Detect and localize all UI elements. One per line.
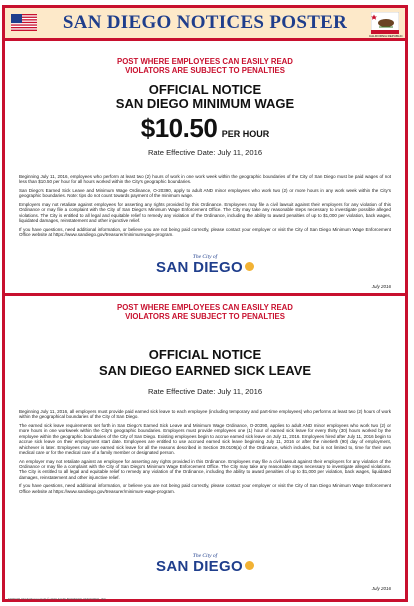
- notice-heading: OFFICIAL NOTICE: [148, 347, 262, 362]
- sun-icon: [245, 561, 254, 570]
- us-flag-icon: [11, 14, 37, 31]
- notice-body: [19, 409, 391, 497]
- poster-title: SAN DIEGO NOTICES POSTER: [62, 12, 348, 33]
- paragraph: Employers may not retaliate against employees for asserting any rights provided by this Ordinance. Employees may file a civil lawsuit against their employers for any violation of this Ordinance or may file a complaint with the City of San Diego's Minimum Wage Enforcement Office. The City may take any reasonable steps necessary to investigate possible alleged violations. The City is entitled to all legal and equitable relief to remedy any violation of the Ordinance, including the ability to award penalties of up to $1,000 per violation, back wages, liquidated damages, reinstatement and other injunctive relief.: [19, 202, 391, 224]
- paragraph: San Diego's Earned Sick Leave and Minimum Wage Ordinance, O-20390, apply to adult AND minor employees who work two (2) or more hours in any work week within the City's geographic boundaries. Note: tips do not count towards payment of the minimum wage.: [19, 188, 391, 199]
- wage-amount: $10.50: [140, 113, 218, 143]
- logo-wordmark-text: SAN DIEGO: [156, 259, 243, 276]
- paragraph: The earned sick leave requirements set forth in San Diego's Earned Sick Leave and Minimum Wage Ordinance, O-20390, applies to adult AND minor employees who work two (2) or more hours in one workweek within the City's geographic boundaries. Employers must provide employees one (1) hour of earned sick leave for every thirty (30) hours worked by the employee within the geographic boundaries of the City of San Diego. Existing employees begin to accrue earned sick leave on July 11, 2016. Employees hired after July 11, 2016 begin to accrue sick leave on their employment start date. Employees are entitled to use accrued earned sick leave beginning July 11, 2016 or after the ninetieth (90) day of employment, whichever is later. Employees may use earned sick leave for all the reasons described in Section 39.0106(a) of the Ordinance, which includes, but is not limited to, time for their own medical care or for the medical care of a family member or designated person.: [19, 423, 391, 456]
- paragraph: An employer may not retaliate against an employee for asserting any rights provided in this Ordinance. Employees may file a civil lawsuit against their employers for any violation of the Ordinance or may file a complaint with the City of San Diego's Minimum Wage Enforcement Office. The City may take any reasonable steps necessary to investigate alleged violations. The City is entitled to all legal and equitable relief to remedy any violation of the Ordinance, including the ability to award penalties of up to $1,000 per violation, back wages, liquidated damages, reinstatement and other injunctive relief.: [19, 458, 391, 480]
- notice-heading: OFFICIAL NOTICE: [148, 82, 262, 97]
- copyright-footer: SDPSTR 07/16/16 Copyright © 2016 ELITE BUSINESS VENTURES, INC.: [8, 597, 107, 601]
- paragraph: If you have questions, need additional information, or believe you are not being paid correctly, please contact your employer or visit the City of San Diego Minimum Wage Enforcement Office website at https://www.sandiego.gov/treasurer/minimumwage-program.: [19, 226, 391, 238]
- paragraph: Beginning July 11, 2016, employees who perform at least two (2) hours of work in one work week within the geographic boundaries of the City of San Diego must be paid wages of not less than $10.50 per hour for all hours worked within the City's geographic boundaries.: [19, 174, 391, 185]
- city-logo: [5, 254, 405, 276]
- logo-tagline: The City of: [192, 254, 218, 260]
- wage-unit: PER HOUR: [221, 129, 270, 139]
- notice-subject: SAN DIEGO MINIMUM WAGE: [115, 96, 295, 111]
- california-flag-caption: CALIFORNIA REPUBLIC: [369, 34, 403, 38]
- city-logo: [5, 553, 405, 575]
- rate-effective-date: Rate Effective Date: July 11, 2016: [147, 387, 263, 396]
- penalty-warning: VIOLATORS ARE SUBJECT TO PENALTIES: [125, 312, 285, 321]
- notice-date: July 2016: [371, 284, 391, 289]
- paragraph: Beginning July 11, 2016, all employers must provide paid earned sick leave to each employee (including temporary and part-time employees) who performs at least two (2) hours of work within the geographical boundaries of the City of San Diego.: [19, 409, 391, 420]
- sun-icon: [245, 262, 254, 271]
- penalty-warning: VIOLATORS ARE SUBJECT TO PENALTIES: [125, 66, 285, 75]
- notice-body: [19, 174, 391, 241]
- wage-rate: [5, 113, 405, 144]
- paragraph: If you have questions, need additional information, or believe you are not being paid correctly, please contact your employer or visit the City of San Diego Minimum Wage Enforcement Office website at https://www.sandiego.gov/treasurer/minimum-wage-program.: [19, 483, 391, 494]
- sick-leave-notice: [5, 294, 405, 596]
- minimum-wage-notice: [5, 41, 405, 294]
- logo-wordmark-text: SAN DIEGO: [156, 558, 243, 575]
- california-flag-icon: [371, 12, 399, 34]
- logo-wordmark: [5, 559, 405, 575]
- logo-wordmark: [5, 260, 405, 276]
- posting-warning: POST WHERE EMPLOYEES CAN EASILY READ: [117, 57, 293, 66]
- logo-tagline: The City of: [192, 553, 218, 559]
- poster-header: [5, 8, 405, 38]
- posting-warning: POST WHERE EMPLOYEES CAN EASILY READ: [117, 303, 293, 312]
- notice-subject: SAN DIEGO EARNED SICK LEAVE: [98, 363, 312, 378]
- notice-date: July 2016: [371, 586, 391, 591]
- rate-effective-date: Rate Effective Date: July 11, 2016: [147, 148, 263, 157]
